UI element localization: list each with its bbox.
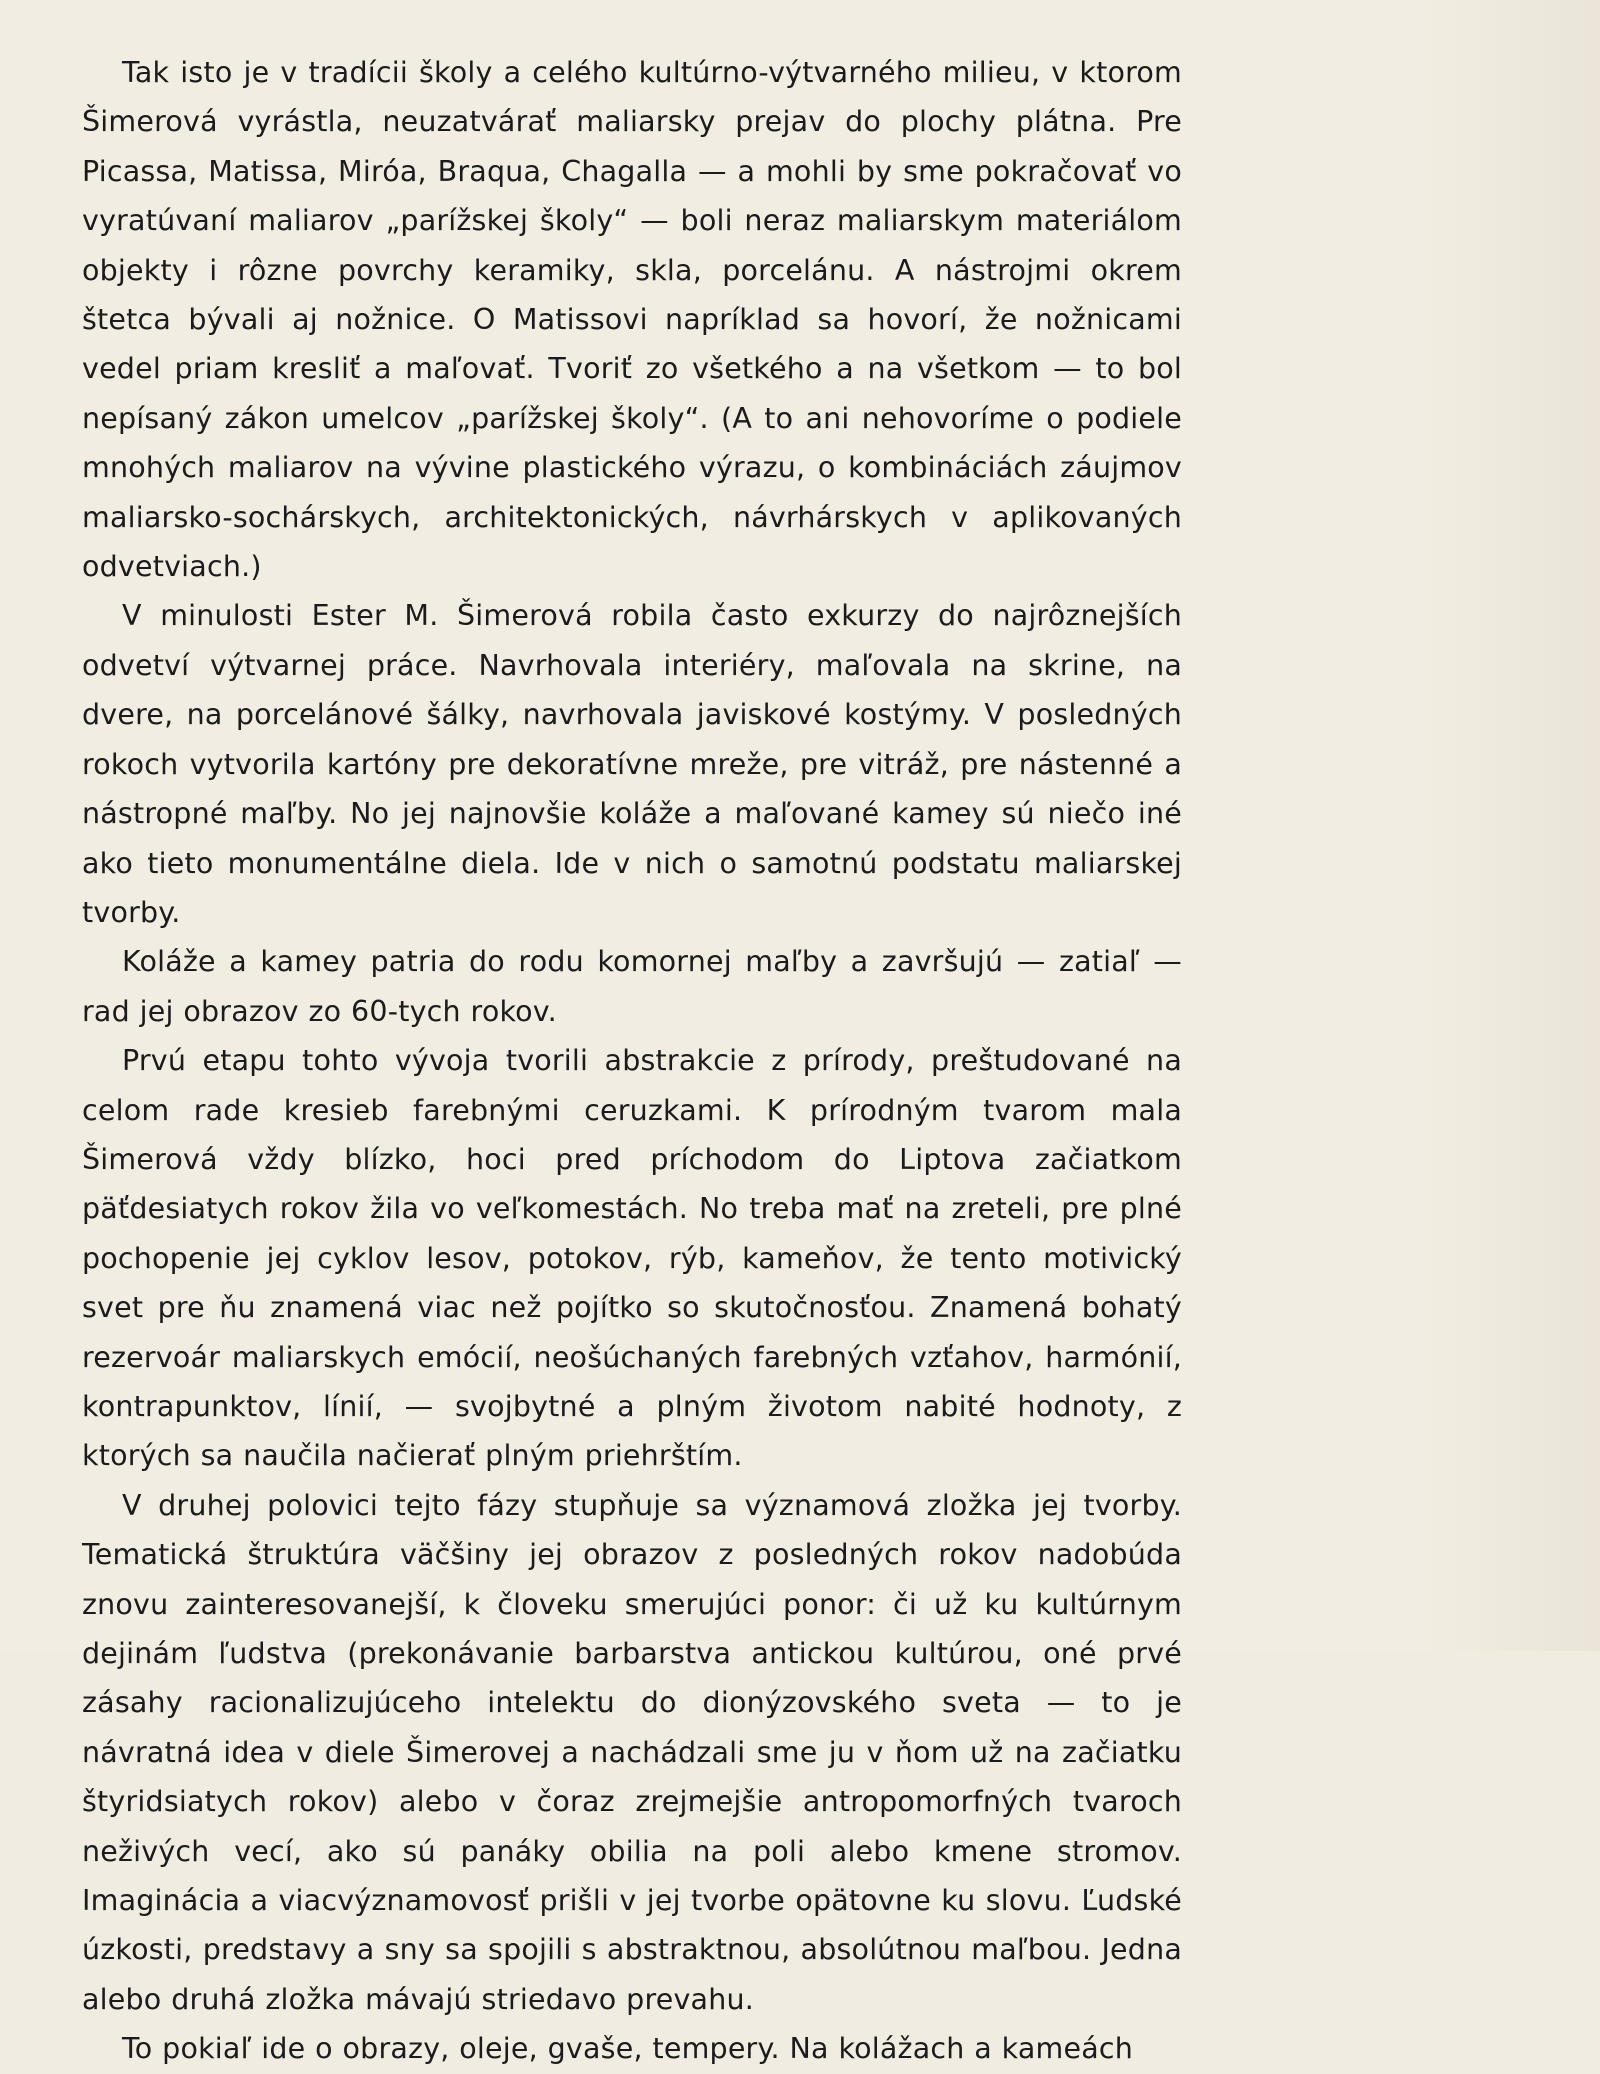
paragraph-4: Prvú etapu tohto vývoja tvorili abstrakcie z prírody, preštudované na celom rade kresieb farebnými ceruzkami. K prírodným tvarom mala Šimerová vždy blízko, hoci pred príchodom do Liptova začiatkom päťdesiatych rokov žila vo veľkomestách. No treba mať na zreteli, pre plné pochopenie jej cyklov lesov, potokov, rýb, kameňov, že tento motivický svet pre ňu znamená viac než pojítko so skutočnosťou. Znamená bohatý rezervoár maliarskych emócií, neošúchaných farebných vzťahov, harmónií, kontrapunktov, línií, — svojbytné a plným životom nabité hodnoty, z ktorých sa naučila načierať plným priehrštím. xyxy=(82,1044,1182,1473)
paragraph-3: Koláže a kamey patria do rodu komornej maľby a završujú — zatiaľ — rad jej obrazov zo 60-tych rokov. xyxy=(82,945,1182,1028)
body-text-column xyxy=(82,48,1182,2074)
paragraph-1: Tak isto je v tradícii školy a celého kultúrno-výtvarného milieu, v ktorom Šimerová vyrástla, neuzatvárať maliarsky prejav do plochy plátna. Pre Picassa, Matissa, Miróa, Braqua, Chagalla — a mohli by sme pokračovať vo vyratúvaní maliarov „parížskej školy“ — boli neraz maliarskym materiálom objekty i rôzne povrchy keramiky, skla, porcelánu. A nástrojmi okrem štetca bývali aj nožnice. O Matissovi napríklad sa hovorí, že nožnicami vedel priam kresliť a maľovať. Tvoriť zo všetkého a na všetkom — to bol nepísaný zákon umelcov „parížskej školy“. (A to ani nehovoríme o podiele mnohých maliarov na vývine plastického výrazu, o kombináciách záujmov maliarsko-sochárskych, architektonických, návrhárskych v aplikovaných odvetviach.) xyxy=(82,56,1182,584)
paragraph-6: To pokiaľ ide o obrazy, oleje, gvaše, tempery. Na kolážach a kameách xyxy=(122,2032,1134,2066)
paragraph-5: V druhej polovici tejto fázy stupňuje sa významová zložka jej tvorby. Tematická štruktúra väčšiny jej obrazov z posledných rokov nadobúda znovu zainteresovanejší, k človeku smerujúci ponor: či už ku kultúrnym dejinám ľudstva (prekonávanie barbarstva antickou kultúrou, oné prvé zásahy racionalizujúceho intelektu do dionýzovského sveta — to je návratná idea v diele Šimerovej a nachádzali sme ju v ňom už na začiatku štyridsiatych rokov) alebo v čoraz zrejmejšie antropomorfných tvaroch neživých vecí, ako sú panáky obilia na poli alebo kmene stromov. Imaginácia a viacvýznamovosť prišli v jej tvorbe opätovne ku slovu. Ľudské úzkosti, predstavy a sny sa spojili s abstraktnou, absolútnou maľbou. Jedna alebo druhá zložka mávajú striedavo prevahu. xyxy=(82,1488,1182,2016)
paragraph-2: V minulosti Ester M. Šimerová robila často exkurzy do najrôznejších odvetví výtvarnej práce. Navrhovala interiéry, maľovala na skrine, na dvere, na porcelánové šálky, navrhovala javiskové kostýmy. V posledných rokoch vytvorila kartóny pre dekoratívne mreže, pre vitráž, pre nástenné a nástropné maľby. No jej najnovšie koláže a maľované kamey sú niečo iné ako tieto monumentálne diela. Ide v nich o samotnú podstatu maliarskej tvorby. xyxy=(82,599,1182,929)
